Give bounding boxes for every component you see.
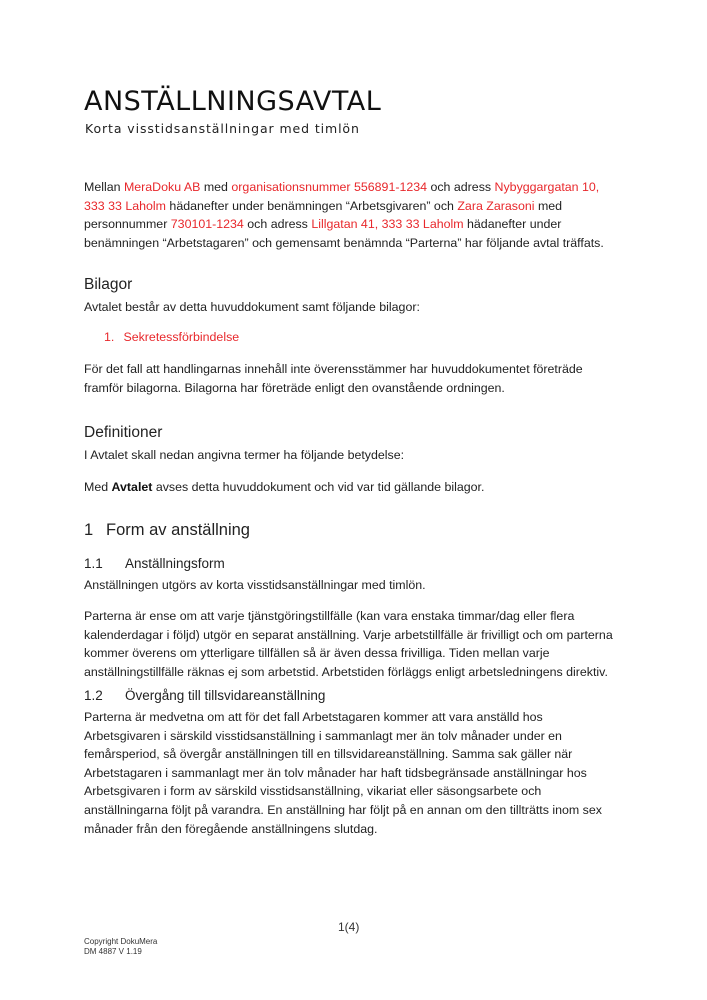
defined-term: Avtalet <box>111 480 153 494</box>
definition-avtalet: Med Avtalet avses detta huvuddokument och vid var tid gällande bilagor. <box>84 480 485 494</box>
document-title: ANSTÄLLNINGSAVTAL <box>84 86 382 117</box>
employer-address-1: Nybyggargatan 10, <box>494 180 600 194</box>
intro-line-4: benämningen “Arbetstagaren” och gemensamt benämnda “Parterna” har följande avtal träffats. <box>84 235 604 250</box>
section-1-1-p2: Parterna är ense om att varje tjänstgöringstillfälle (kan vara enstaka timmar/dag eller flera kalenderdagar i följd) utgör en separat anställning. Varje arbetstillfälle är frivilligt och om parterna kommer överens om ytterligare tillfällen så är även dessa frivilliga. Tiden mellan varje anställningstillfälle räknas ej som arbetstid. Arbetstiden förläggs enligt arbetsledningens direktiv. <box>84 609 613 679</box>
bilaga-list-item: 1. Sekretessförbindelse <box>104 330 240 344</box>
employer-name: MeraDoku AB <box>123 180 201 194</box>
section-1-1-p1: Anställningen utgörs av korta visstidsanställningar med timlön. <box>84 578 426 592</box>
section-1-heading: 1 Form av anställning <box>84 521 250 539</box>
bilagor-precedence: För det fall att handlingarnas innehåll inte överensstämmer har huvuddokumentet företräde framför bilagorna. Bilagorna har företräde enligt den ovanstående ordningen. <box>84 362 583 395</box>
definitioner-heading: Definitioner <box>84 424 163 441</box>
employer-address-2: 333 33 Laholm <box>84 198 166 213</box>
section-1-1-heading: 1.1 Anställningsform <box>84 556 225 571</box>
intro-line-1: Mellan MeraDoku AB med organisationsnummer 556891-1234 och adress Nybyggargatan 10, <box>84 180 600 194</box>
footer-copyright: Copyright DokuMera <box>84 937 158 946</box>
footer-doc-id: DM 4887 V 1.19 <box>84 947 142 956</box>
org-number: organisationsnummer 556891-1234 <box>231 180 428 194</box>
document-subtitle: Korta visstidsanställningar med timlön <box>85 121 360 136</box>
intro-paragraph <box>84 178 629 252</box>
definitioner-intro: I Avtalet skall nedan angivna termer ha följande betydelse: <box>84 448 405 462</box>
section-1-2-heading: 1.2 Övergång till tillsvidareanställning <box>84 688 326 703</box>
section-1-2-paragraph: Parterna är medvetna om att för det fall Arbetstagaren kommer att vara anställd hos Arbetsgivaren i särskild visstidsanställning i sammanlagt mer än tolv månader under en femårsperiod, så övergår anställningen till en tillsvidareanställning. Samma sak gäller när Arbetstagaren i sammanlagt mer än tolv månader har haft tidsbegränsade anställningar hos Arbetsgivaren i form av särskild visstidsanställning, vikariat eller säsongsarbete och anställningarna följt på varandra. En anställning har följt på en annan om den tillträtts inom sex månader från den föregående anställningens slutdag. <box>84 710 602 836</box>
intro-line-3: personnummer 730101-1234 och adress Lillgatan 41, 333 33 Laholm hädanefter under <box>84 217 562 232</box>
intro-line-2: 333 33 Laholm hädanefter under benämningen “Arbetsgivaren” och Zara Zarasoni med <box>84 198 563 213</box>
employee-name: Zara Zarasoni <box>457 198 535 213</box>
page-number: 1(4) <box>338 920 360 934</box>
bilaga-label: Sekretessförbindelse <box>123 330 240 344</box>
bilagor-intro: Avtalet består av detta huvuddokument samt följande bilagor: <box>84 300 420 314</box>
employee-address: Lillgatan 41, 333 33 Laholm <box>311 217 464 232</box>
bilagor-heading: Bilagor <box>84 276 133 293</box>
personal-number: 730101-1234 <box>170 217 244 232</box>
